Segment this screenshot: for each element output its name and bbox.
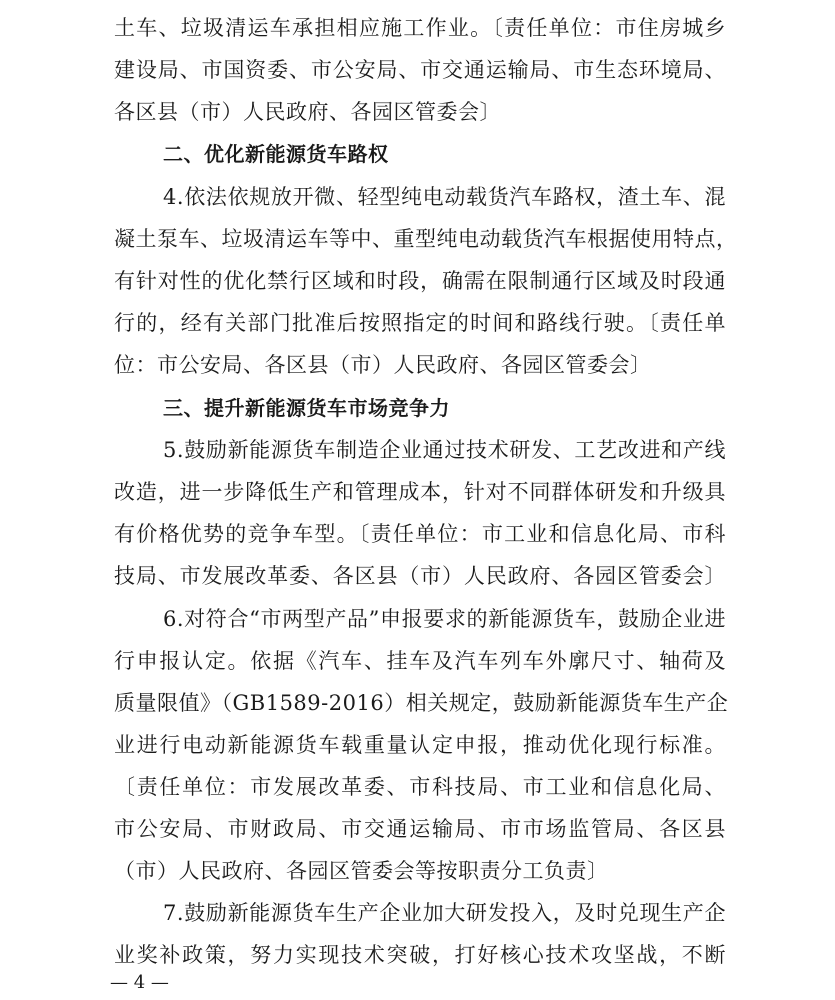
text-line: 7.鼓励新能源货车生产企业加大研发投入，及时兑现生产企 — [163, 901, 726, 925]
text-line: 5.鼓励新能源货车制造企业通过技术研发、工艺改进和产线 — [163, 438, 726, 462]
text-line: 业奖补政策，努力实现技术突破，打好核心技术攻坚战，不断 — [114, 943, 726, 967]
text-line: 质量限值》（GB1589-2016）相关规定，鼓励新能源货车生产企 — [114, 691, 729, 715]
text-line: 凝土泵车、垃圾清运车等中、重型纯电动载货汽车根据使用特点， — [114, 227, 738, 251]
text-line: 建设局、市国资委、市公安局、市交通运输局、市生态环境局、 — [114, 58, 726, 82]
text-line: 行的，经有关部门批准后按照指定的时间和路线行驶。〔责任单 — [114, 311, 726, 335]
page-number: — 4 — — [110, 972, 169, 993]
text-line: 技局、市发展改革委、各区县（市）人民政府、各园区管委会〕 — [114, 564, 726, 588]
text-line: 行申报认定。依据《汽车、挂车及汽车列车外廓尺寸、轴荷及 — [114, 649, 726, 673]
text-line: 改造，进一步降低生产和管理成本，针对不同群体研发和升级具 — [114, 480, 726, 504]
text-line: 有价格优势的竞争车型。〔责任单位：市工业和信息化局、市科 — [114, 522, 726, 546]
section-heading: 二、优化新能源货车路权 — [163, 142, 389, 166]
text-line: 位：市公安局、各区县（市）人民政府、各园区管委会〕 — [114, 353, 652, 377]
text-line: 有针对性的优化禁行区域和时段，确需在限制通行区域及时段通 — [114, 269, 726, 293]
text-line: （市）人民政府、各园区管委会等按职责分工负责〕 — [114, 859, 609, 883]
text-line: 〔责任单位：市发展改革委、市科技局、市工业和信息化局、 — [114, 775, 726, 799]
text-line: 业进行电动新能源货车载重量认定申报，推动优化现行标准。 — [114, 733, 726, 757]
text-line: 市公安局、市财政局、市交通运输局、市市场监管局、各区县 — [114, 817, 726, 841]
section-heading: 三、提升新能源货车市场竞争力 — [163, 396, 450, 420]
text-line: 4.依法依规放开微、轻型纯电动载货汽车路权，渣土车、混 — [163, 185, 726, 209]
text-line: 6.对符合“市两型产品”申报要求的新能源货车，鼓励企业进 — [163, 607, 726, 631]
text-line: 各区县（市）人民政府、各园区管委会〕 — [114, 100, 501, 124]
text-line: 土车、垃圾清运车承担相应施工作业。〔责任单位：市住房城乡 — [114, 16, 726, 40]
